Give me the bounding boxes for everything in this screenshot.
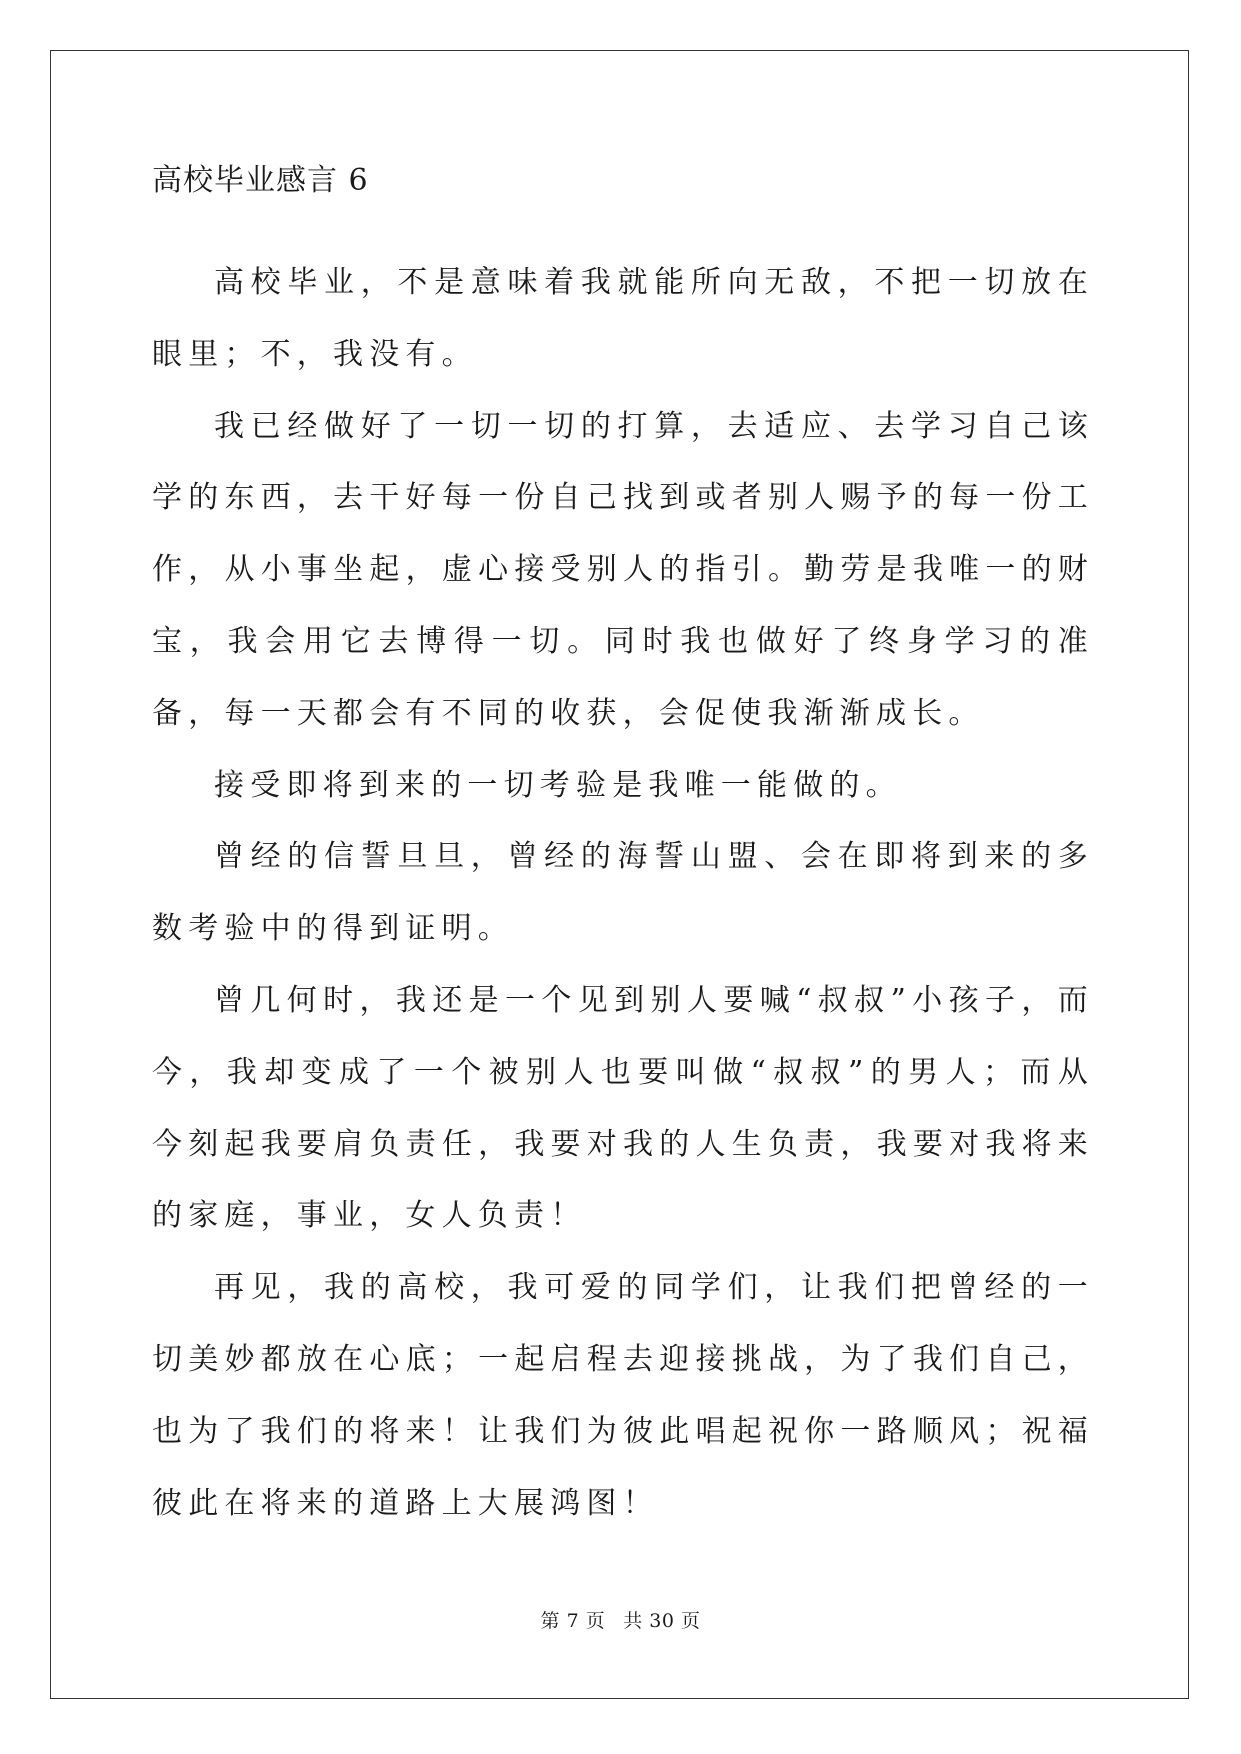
document-title: 高校毕业感言 6 [152,163,369,198]
paragraph-1: 高校毕业，不是意味着我就能所向无敌，不把一切放在眼里；不，我没有。 [152,265,1094,372]
paragraph-2: 我已经做好了一切一切的打算，去适应、去学习自己该学的东西，去干好每一份自己找到或者别人赐予的每一份工作，从小事坐起，虚心接受别人的指引。勤劳是我唯一的财宝，我会用它去博得一切。同时我也做好了终身学习的准备，每一天都会有不同的收获，会促使我渐渐成长。 [152,408,1094,731]
paragraph-4: 曾经的信誓旦旦，曾经的海誓山盟、会在即将到来的多数考验中的得到证明。 [152,839,1094,947]
document-body [152,161,1094,1539]
paragraph-6: 再见，我的高校，我可爱的同学们，让我们把曾经的一切美妙都放在心底；一起启程去迎接挑战，为了我们自己，也为了我们的将来！让我们为彼此唱起祝你一路顺风；祝福彼此在将来的道路上大展鸿图！ [152,1270,1094,1521]
page-number: 第 7 页 [540,1610,606,1632]
page-total: 共 30 页 [623,1610,701,1632]
paragraph-3: 接受即将到来的一切考验是我唯一能做的。 [214,767,902,803]
paragraph-5: 曾几何时，我还是一个见到别人要喊“叔叔”小孩子，而今，我却变成了一个被别人也要叫做“叔叔”的男人；而从今刻起我要肩负责任，我要对我的人生负责，我要对我将来的家庭，事业，女人负责！ [152,982,1094,1234]
page-footer [0,1609,1241,1633]
